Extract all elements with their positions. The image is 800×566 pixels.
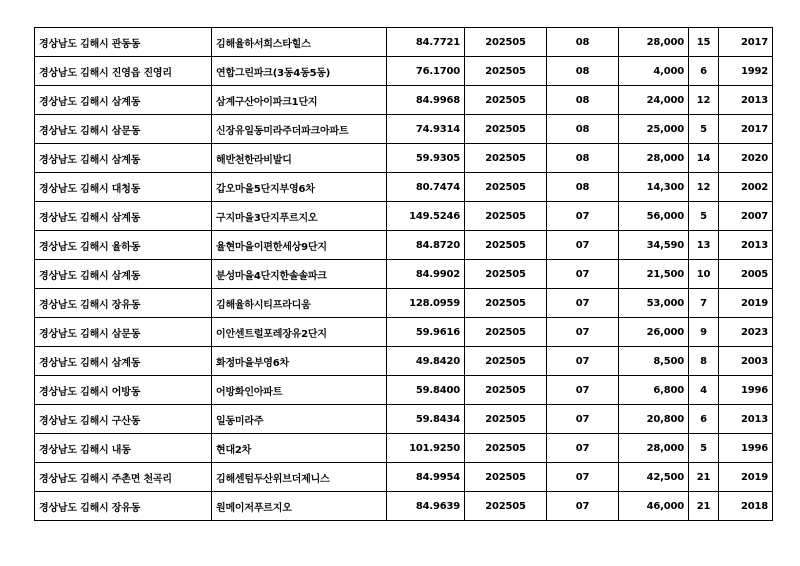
price-cell: 24,000 bbox=[619, 86, 689, 115]
contract-yearmonth-cell: 202505 bbox=[465, 115, 547, 144]
built-year-cell: 2017 bbox=[719, 28, 773, 57]
price-cell: 28,000 bbox=[619, 28, 689, 57]
contract-day-cell: 07 bbox=[547, 202, 619, 231]
address-cell: 경상남도 김해시 어방동 bbox=[35, 376, 212, 405]
built-year-cell: 2017 bbox=[719, 115, 773, 144]
apartment-name-cell: 신장유일동미라주더파크아파트 bbox=[212, 115, 387, 144]
price-cell: 8,500 bbox=[619, 347, 689, 376]
address-cell: 경상남도 김해시 삼계동 bbox=[35, 202, 212, 231]
price-cell: 46,000 bbox=[619, 492, 689, 521]
address-cell: 경상남도 김해시 대청동 bbox=[35, 173, 212, 202]
price-cell: 25,000 bbox=[619, 115, 689, 144]
built-year-cell: 2023 bbox=[719, 318, 773, 347]
built-year-cell: 2002 bbox=[719, 173, 773, 202]
contract-day-cell: 07 bbox=[547, 289, 619, 318]
table-row bbox=[35, 202, 773, 231]
floor-cell: 5 bbox=[689, 115, 719, 144]
table-row bbox=[35, 86, 773, 115]
area-cell: 80.7474 bbox=[387, 173, 465, 202]
contract-day-cell: 07 bbox=[547, 492, 619, 521]
floor-cell: 12 bbox=[689, 86, 719, 115]
built-year-cell: 2003 bbox=[719, 347, 773, 376]
price-cell: 21,500 bbox=[619, 260, 689, 289]
apartment-name-cell: 율현마을이편한세상9단지 bbox=[212, 231, 387, 260]
contract-yearmonth-cell: 202505 bbox=[465, 376, 547, 405]
apartment-name-cell: 원메이저푸르지오 bbox=[212, 492, 387, 521]
built-year-cell: 1996 bbox=[719, 434, 773, 463]
address-cell: 경상남도 김해시 율하동 bbox=[35, 231, 212, 260]
contract-day-cell: 07 bbox=[547, 231, 619, 260]
built-year-cell: 2019 bbox=[719, 289, 773, 318]
contract-day-cell: 08 bbox=[547, 57, 619, 86]
apartment-name-cell: 삼계구산아이파크1단지 bbox=[212, 86, 387, 115]
floor-cell: 5 bbox=[689, 434, 719, 463]
table-row bbox=[35, 405, 773, 434]
floor-cell: 15 bbox=[689, 28, 719, 57]
area-cell: 84.9954 bbox=[387, 463, 465, 492]
area-cell: 84.7721 bbox=[387, 28, 465, 57]
floor-cell: 7 bbox=[689, 289, 719, 318]
apartment-name-cell: 김해율하서희스타힐스 bbox=[212, 28, 387, 57]
contract-yearmonth-cell: 202505 bbox=[465, 434, 547, 463]
price-cell: 6,800 bbox=[619, 376, 689, 405]
address-cell: 경상남도 김해시 진영읍 진영리 bbox=[35, 57, 212, 86]
price-cell: 28,000 bbox=[619, 144, 689, 173]
contract-day-cell: 07 bbox=[547, 347, 619, 376]
apartment-name-cell: 연합그린파크(3동4동5동) bbox=[212, 57, 387, 86]
price-cell: 53,000 bbox=[619, 289, 689, 318]
price-cell: 26,000 bbox=[619, 318, 689, 347]
floor-cell: 5 bbox=[689, 202, 719, 231]
table-row bbox=[35, 347, 773, 376]
apartment-name-cell: 김해율하시티프라디움 bbox=[212, 289, 387, 318]
floor-cell: 21 bbox=[689, 463, 719, 492]
address-cell: 경상남도 김해시 구산동 bbox=[35, 405, 212, 434]
address-cell: 경상남도 김해시 장유동 bbox=[35, 492, 212, 521]
contract-day-cell: 07 bbox=[547, 434, 619, 463]
address-cell: 경상남도 김해시 삼계동 bbox=[35, 144, 212, 173]
area-cell: 59.8434 bbox=[387, 405, 465, 434]
contract-day-cell: 08 bbox=[547, 144, 619, 173]
contract-day-cell: 08 bbox=[547, 115, 619, 144]
floor-cell: 9 bbox=[689, 318, 719, 347]
address-cell: 경상남도 김해시 주촌면 천곡리 bbox=[35, 463, 212, 492]
contract-yearmonth-cell: 202505 bbox=[465, 347, 547, 376]
contract-day-cell: 08 bbox=[547, 173, 619, 202]
address-cell: 경상남도 김해시 삼계동 bbox=[35, 260, 212, 289]
table-row bbox=[35, 57, 773, 86]
table-row bbox=[35, 376, 773, 405]
table-row bbox=[35, 144, 773, 173]
floor-cell: 8 bbox=[689, 347, 719, 376]
contract-day-cell: 07 bbox=[547, 463, 619, 492]
contract-yearmonth-cell: 202505 bbox=[465, 405, 547, 434]
price-cell: 20,800 bbox=[619, 405, 689, 434]
built-year-cell: 2018 bbox=[719, 492, 773, 521]
contract-day-cell: 07 bbox=[547, 318, 619, 347]
address-cell: 경상남도 김해시 장유동 bbox=[35, 289, 212, 318]
address-cell: 경상남도 김해시 삼문동 bbox=[35, 318, 212, 347]
address-cell: 경상남도 김해시 관동동 bbox=[35, 28, 212, 57]
contract-yearmonth-cell: 202505 bbox=[465, 28, 547, 57]
price-cell: 42,500 bbox=[619, 463, 689, 492]
table-row bbox=[35, 173, 773, 202]
area-cell: 84.8720 bbox=[387, 231, 465, 260]
contract-day-cell: 08 bbox=[547, 86, 619, 115]
contract-yearmonth-cell: 202505 bbox=[465, 86, 547, 115]
contract-day-cell: 07 bbox=[547, 260, 619, 289]
contract-yearmonth-cell: 202505 bbox=[465, 260, 547, 289]
floor-cell: 4 bbox=[689, 376, 719, 405]
transaction-table bbox=[34, 27, 773, 521]
price-cell: 4,000 bbox=[619, 57, 689, 86]
built-year-cell: 1996 bbox=[719, 376, 773, 405]
apartment-name-cell: 일동미라주 bbox=[212, 405, 387, 434]
floor-cell: 6 bbox=[689, 57, 719, 86]
price-cell: 56,000 bbox=[619, 202, 689, 231]
contract-day-cell: 07 bbox=[547, 405, 619, 434]
built-year-cell: 2013 bbox=[719, 86, 773, 115]
area-cell: 84.9902 bbox=[387, 260, 465, 289]
built-year-cell: 1992 bbox=[719, 57, 773, 86]
address-cell: 경상남도 김해시 삼문동 bbox=[35, 115, 212, 144]
table-row bbox=[35, 231, 773, 260]
apartment-name-cell: 화정마을부영6차 bbox=[212, 347, 387, 376]
address-cell: 경상남도 김해시 삼계동 bbox=[35, 86, 212, 115]
area-cell: 84.9968 bbox=[387, 86, 465, 115]
area-cell: 59.8400 bbox=[387, 376, 465, 405]
contract-day-cell: 07 bbox=[547, 376, 619, 405]
area-cell: 59.9305 bbox=[387, 144, 465, 173]
floor-cell: 14 bbox=[689, 144, 719, 173]
built-year-cell: 2020 bbox=[719, 144, 773, 173]
area-cell: 84.9639 bbox=[387, 492, 465, 521]
built-year-cell: 2013 bbox=[719, 405, 773, 434]
contract-yearmonth-cell: 202505 bbox=[465, 57, 547, 86]
table-row bbox=[35, 115, 773, 144]
contract-day-cell: 08 bbox=[547, 28, 619, 57]
floor-cell: 21 bbox=[689, 492, 719, 521]
apartment-name-cell: 어방화인아파트 bbox=[212, 376, 387, 405]
built-year-cell: 2007 bbox=[719, 202, 773, 231]
built-year-cell: 2013 bbox=[719, 231, 773, 260]
contract-yearmonth-cell: 202505 bbox=[465, 231, 547, 260]
built-year-cell: 2005 bbox=[719, 260, 773, 289]
area-cell: 76.1700 bbox=[387, 57, 465, 86]
contract-yearmonth-cell: 202505 bbox=[465, 318, 547, 347]
table-row bbox=[35, 260, 773, 289]
apartment-name-cell: 갑오마을5단지부영6차 bbox=[212, 173, 387, 202]
table-body bbox=[35, 28, 773, 521]
contract-yearmonth-cell: 202505 bbox=[465, 463, 547, 492]
table-row bbox=[35, 492, 773, 521]
area-cell: 101.9250 bbox=[387, 434, 465, 463]
apartment-name-cell: 현대2차 bbox=[212, 434, 387, 463]
floor-cell: 10 bbox=[689, 260, 719, 289]
apartment-name-cell: 김해센텀두산위브더제니스 bbox=[212, 463, 387, 492]
floor-cell: 13 bbox=[689, 231, 719, 260]
apartment-name-cell: 구지마을3단지푸르지오 bbox=[212, 202, 387, 231]
area-cell: 74.9314 bbox=[387, 115, 465, 144]
contract-yearmonth-cell: 202505 bbox=[465, 173, 547, 202]
area-cell: 128.0959 bbox=[387, 289, 465, 318]
table-row bbox=[35, 289, 773, 318]
table-row bbox=[35, 434, 773, 463]
price-cell: 28,000 bbox=[619, 434, 689, 463]
price-cell: 34,590 bbox=[619, 231, 689, 260]
contract-yearmonth-cell: 202505 bbox=[465, 492, 547, 521]
table-row bbox=[35, 28, 773, 57]
address-cell: 경상남도 김해시 내동 bbox=[35, 434, 212, 463]
area-cell: 49.8420 bbox=[387, 347, 465, 376]
apartment-name-cell: 해반천한라비발디 bbox=[212, 144, 387, 173]
area-cell: 59.9616 bbox=[387, 318, 465, 347]
contract-yearmonth-cell: 202505 bbox=[465, 289, 547, 318]
floor-cell: 6 bbox=[689, 405, 719, 434]
apartment-name-cell: 이안센트럴포레장유2단지 bbox=[212, 318, 387, 347]
contract-yearmonth-cell: 202505 bbox=[465, 202, 547, 231]
address-cell: 경상남도 김해시 삼계동 bbox=[35, 347, 212, 376]
table-row bbox=[35, 463, 773, 492]
area-cell: 149.5246 bbox=[387, 202, 465, 231]
contract-yearmonth-cell: 202505 bbox=[465, 144, 547, 173]
built-year-cell: 2019 bbox=[719, 463, 773, 492]
floor-cell: 12 bbox=[689, 173, 719, 202]
apartment-name-cell: 분성마을4단지한솔솔파크 bbox=[212, 260, 387, 289]
price-cell: 14,300 bbox=[619, 173, 689, 202]
table-row bbox=[35, 318, 773, 347]
